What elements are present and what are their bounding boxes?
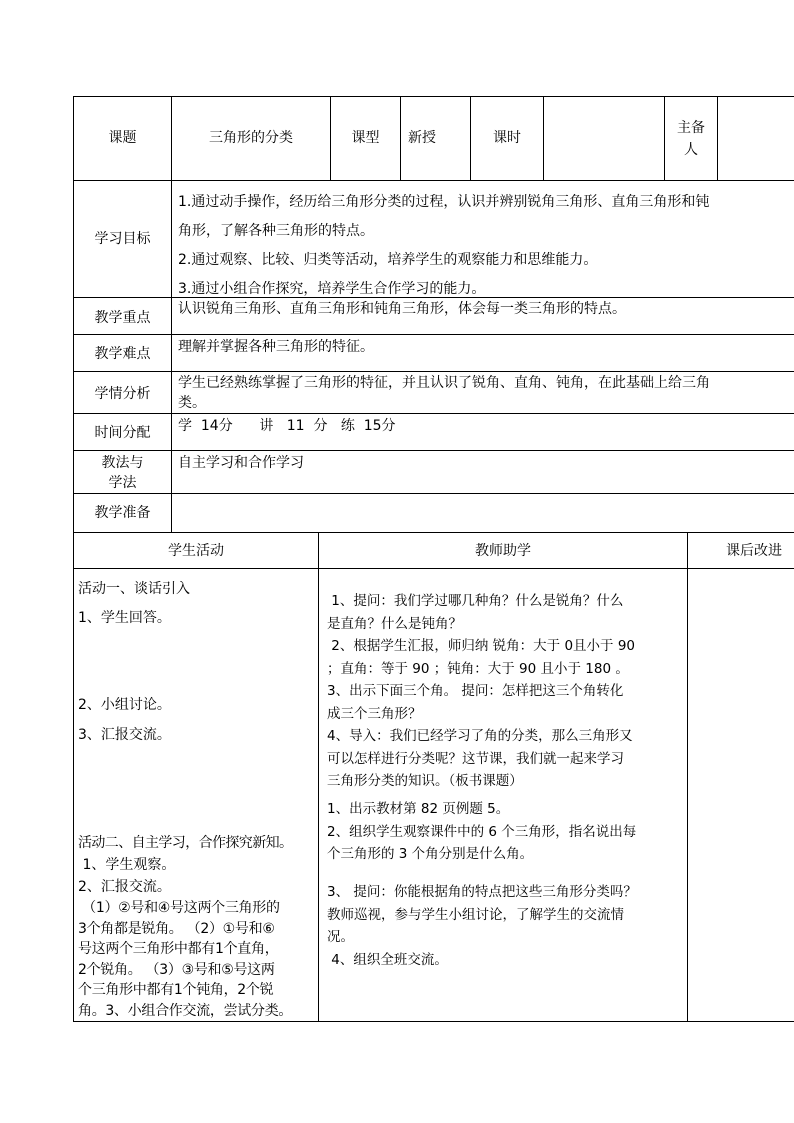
teacher-line: 4、导入：我们已经学习了角的分类，那么三角形又 bbox=[327, 728, 633, 744]
teacher-line: 是直角？什么是钝角？ bbox=[327, 615, 462, 632]
student-step: 3、汇报交流。 bbox=[78, 727, 171, 743]
teacher-line: 个三角形的 3 个角分别是什么角。 bbox=[327, 846, 534, 862]
rule bbox=[318, 532, 319, 1022]
goals-label: 学习目标 bbox=[94, 231, 151, 247]
preparer-label: 主备 bbox=[677, 120, 705, 136]
teacher-part-1 bbox=[327, 590, 635, 793]
teacher-line: 3、出示下面三个角。 提问：怎样把这三个角转化 bbox=[327, 683, 624, 699]
rule bbox=[73, 532, 74, 1022]
rule bbox=[73, 1021, 794, 1022]
after-improvement-header: 课后改进 bbox=[726, 543, 782, 559]
analysis-label: 学情分析 bbox=[94, 386, 151, 402]
rule bbox=[73, 568, 794, 569]
analysis-line: 类。 bbox=[178, 395, 206, 411]
teacher-line: 1、提问：我们学过哪几种角？什么是锐角？什么 bbox=[327, 593, 624, 609]
teacher-line: 4、组织全班交流。 bbox=[327, 951, 448, 968]
difficulty-label: 教学难点 bbox=[94, 346, 151, 362]
teacher-help-header: 教师助学 bbox=[475, 543, 531, 559]
goal-line: 1.通过动手操作，经历给三角形分类的过程，认识并辨别锐角三角形、直角三角形和钝 bbox=[178, 194, 710, 210]
detail-line: 号这两个三角形中都有1个直角， bbox=[78, 941, 279, 957]
rule bbox=[171, 96, 172, 533]
student-step: 2、汇报交流。 bbox=[78, 879, 171, 895]
activity-two-title: 活动二、自主学习，合作探究新知。 bbox=[78, 835, 293, 851]
rule bbox=[717, 96, 718, 181]
type-label: 课型 bbox=[351, 130, 380, 146]
rule bbox=[73, 493, 794, 494]
rule bbox=[73, 371, 794, 372]
student-step: 2、小组讨论。 bbox=[78, 697, 171, 713]
teacher-line: 2、根据学生汇报，师归纳 锐角：大于 0且小于 90 bbox=[327, 638, 636, 654]
student-detail bbox=[78, 898, 292, 1021]
method-text: 自主学习和合作学习 bbox=[178, 455, 304, 471]
teacher-line: 1、出示教材第 82 页例题 5。 bbox=[327, 801, 510, 817]
teacher-part-3 bbox=[327, 881, 637, 971]
key-text: 认识锐角三角形、直角三角形和钝角三角形，体会每一类三角形的特点。 bbox=[178, 301, 626, 317]
hours-label: 课时 bbox=[493, 130, 521, 146]
analysis-text bbox=[178, 373, 710, 413]
rule bbox=[400, 96, 401, 181]
rule bbox=[73, 334, 794, 335]
detail-line: 3个角都是锐角。 （2）①号和⑥ bbox=[78, 920, 275, 937]
rule bbox=[543, 96, 544, 181]
rule bbox=[73, 413, 794, 414]
activity-one-title: 活动一、谈话引入 bbox=[78, 581, 190, 597]
student-activity-header: 学生活动 bbox=[168, 543, 224, 559]
key-label: 教学重点 bbox=[94, 310, 151, 326]
goals-list bbox=[178, 188, 709, 304]
rule bbox=[73, 532, 794, 533]
rule bbox=[687, 532, 688, 1022]
teacher-line: 三角形分类的知识。（板书课题） bbox=[327, 773, 523, 789]
goal-line: 3.通过小组合作探究，培养学生合作学习的能力。 bbox=[178, 281, 486, 297]
analysis-line: 学生已经熟练掌握了三角形的特征，并且认识了锐角、直角、钝角，在此基础上给三角 bbox=[178, 375, 710, 391]
teacher-line: 况。 bbox=[327, 929, 354, 945]
student-step: 1、学生回答。 bbox=[78, 610, 171, 626]
time-label: 时间分配 bbox=[94, 425, 151, 441]
goal-line: 2.通过观察、比较、归类等活动，培养学生的观察能力和思维能力。 bbox=[178, 252, 598, 268]
rule bbox=[73, 450, 794, 451]
teacher-part-2 bbox=[327, 798, 636, 866]
rule bbox=[73, 180, 794, 181]
student-step: 1、学生观察。 bbox=[78, 857, 176, 873]
teacher-line: 2、组织学生观察课件中的 6 个三角形，指名说出每 bbox=[327, 823, 637, 840]
method-label-2: 学法 bbox=[108, 475, 137, 491]
type-value: 新授 bbox=[408, 130, 436, 146]
preparer-label-2: 人 bbox=[684, 142, 698, 158]
teacher-line: 成三个三角形？ bbox=[327, 705, 422, 722]
detail-line: 个三角形中都有1个钝角，2个锐 bbox=[78, 982, 274, 998]
teacher-line: 3、 提问：你能根据角的特点把这些三角形分类吗？ bbox=[327, 884, 637, 900]
topic-value: 三角形的分类 bbox=[209, 130, 293, 146]
topic-label: 课题 bbox=[108, 130, 137, 146]
detail-line: 2个锐角。 （3）③号和⑤号这两 bbox=[78, 961, 275, 978]
prep-label: 教学准备 bbox=[94, 505, 151, 521]
teacher-line: ；直角：等于 90 ；钝角：大于 90 且小于 180 。 bbox=[327, 660, 629, 677]
rule bbox=[73, 96, 794, 97]
teacher-line: 可以怎样进行分类呢？这节课，我们就一起来学习 bbox=[327, 750, 624, 767]
difficulty-text: 理解并掌握各种三角形的特征。 bbox=[178, 339, 374, 355]
detail-line: （1）②号和④号这两个三角形的 bbox=[78, 900, 280, 916]
detail-line: 角。3、小组合作交流，尝试分类。 bbox=[78, 1002, 293, 1019]
goal-line: 角形，了解各种三角形的特点。 bbox=[178, 223, 374, 239]
method-label: 教法与 bbox=[101, 455, 144, 471]
time-text: 学 14分 讲 11 分 练 15分 bbox=[178, 418, 396, 434]
teacher-line: 教师巡视，参与学生小组讨论，了解学生的交流情 bbox=[327, 906, 624, 923]
